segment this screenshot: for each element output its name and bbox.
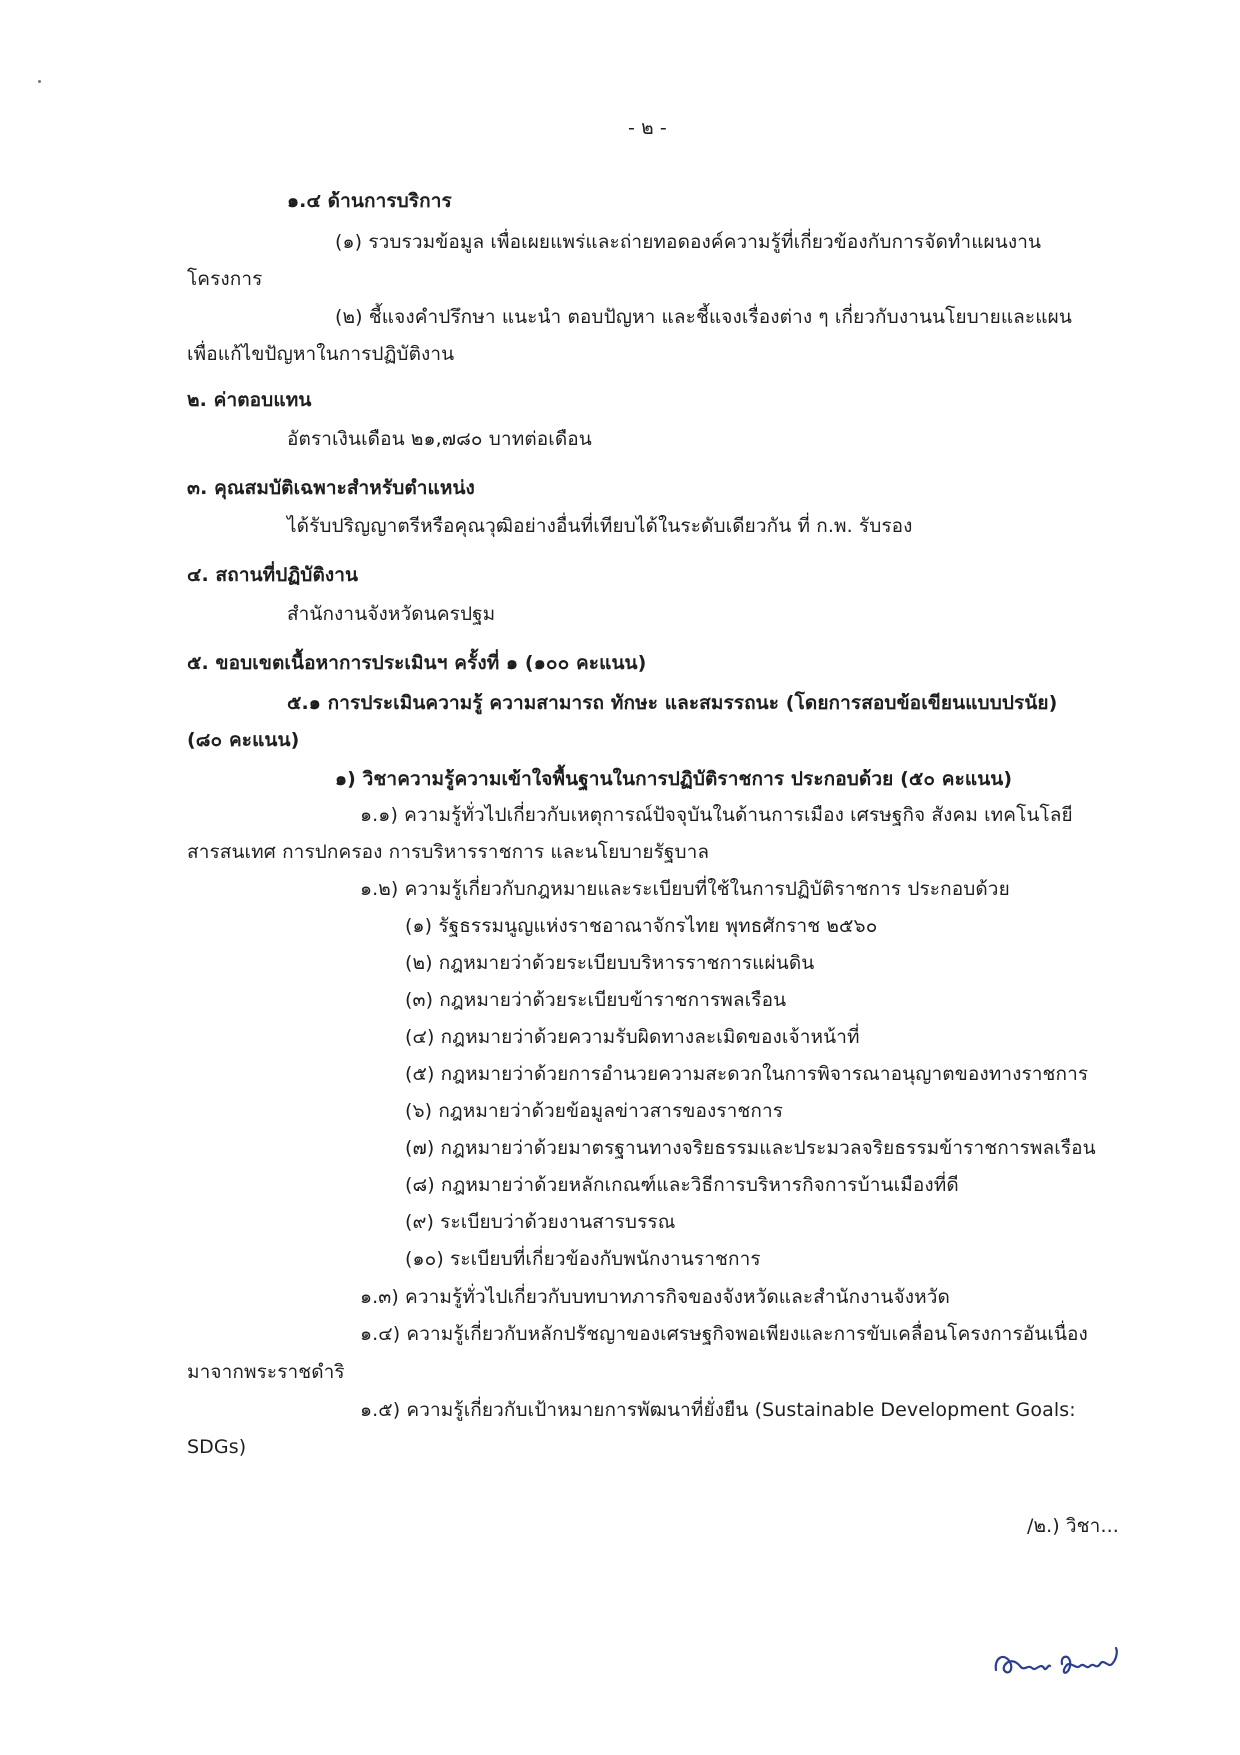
scan-speck bbox=[38, 80, 41, 83]
item-1-1-cont: สารสนเทศ การปกครอง การบริหารราชการ และนโยบายรัฐบาล bbox=[187, 841, 710, 863]
section-1-4-item-2-cont: เพื่อแก้ไขปัญหาในการปฏิบัติงาน bbox=[187, 343, 455, 365]
section-1-4-item-2: (๒) ชี้แจงคำปรึกษา แนะนำ ตอบปัญหา และชี้แจงเรื่องต่าง ๆ เกี่ยวกับงานนโยบายและแผน bbox=[335, 306, 1072, 328]
section-2-heading: ๒. ค่าตอบแทน bbox=[187, 389, 312, 411]
section-4-body: สำนักงานจังหวัดนครปฐม bbox=[287, 603, 496, 625]
item-1-5-cont: SDGs) bbox=[187, 1436, 247, 1458]
section-1-4-heading: ๑.๔ ด้านการบริการ bbox=[287, 190, 452, 212]
item-1-2: ๑.๒) ความรู้เกี่ยวกับกฎหมายและระเบียบที่ใช้ในการปฏิบัติราชการ ประกอบด้วย bbox=[360, 878, 1010, 900]
section-3-heading: ๓. คุณสมบัติเฉพาะสำหรับตำแหน่ง bbox=[187, 477, 475, 499]
page-number: - ๒ - bbox=[628, 117, 667, 139]
item-1-1: ๑.๑) ความรู้ทั่วไปเกี่ยวกับเหตุการณ์ปัจจุบันในด้านการเมือง เศรษฐกิจ สังคม เทคโนโลยี bbox=[360, 804, 1073, 826]
law-item-3: (๓) กฎหมายว่าด้วยระเบียบข้าราชการพลเรือน bbox=[405, 989, 787, 1011]
subject-1-heading: ๑) วิชาความรู้ความเข้าใจพื้นฐานในการปฏิบัติราชการ ประกอบด้วย (๕๐ คะแนน) bbox=[335, 768, 1013, 790]
continuation-marker: /๒.) วิชา... bbox=[1027, 1515, 1119, 1537]
law-item-5: (๕) กฎหมายว่าด้วยการอำนวยความสะดวกในการพิจารณาอนุญาตของทางราชการ bbox=[405, 1063, 1089, 1085]
section-2-body: อัตราเงินเดือน ๒๑,๗๘๐ บาทต่อเดือน bbox=[287, 428, 592, 450]
section-4-heading: ๔. สถานที่ปฏิบัติงาน bbox=[187, 564, 359, 586]
section-1-4-item-1-cont: โครงการ bbox=[187, 268, 263, 290]
section-5-1-heading-cont: (๘๐ คะแนน) bbox=[187, 729, 300, 751]
section-3-body: ได้รับปริญญาตรีหรือคุณวุฒิอย่างอื่นที่เทียบได้ในระดับเดียวกัน ที่ ก.พ. รับรอง bbox=[287, 515, 913, 537]
signature-icon bbox=[990, 1640, 1130, 1688]
section-5-heading: ๕. ขอบเขตเนื้อหาการประเมินฯ ครั้งที่ ๑ (๑๐๐ คะแนน) bbox=[187, 652, 647, 674]
item-1-4: ๑.๔) ความรู้เกี่ยวกับหลักปรัชญาของเศรษฐกิจพอเพียงและการขับเคลื่อนโครงการอันเนื่อง bbox=[360, 1323, 1088, 1345]
item-1-4-cont: มาจากพระราชดำริ bbox=[187, 1361, 345, 1383]
item-1-5: ๑.๕) ความรู้เกี่ยวกับเป้าหมายการพัฒนาที่ยั่งยืน (Sustainable Development Goals: bbox=[360, 1399, 1076, 1421]
section-1-4-item-1: (๑) รวบรวมข้อมูล เพื่อเผยแพร่และถ่ายทอดองค์ความรู้ที่เกี่ยวข้องกับการจัดทำแผนงาน bbox=[335, 231, 1042, 253]
law-item-9: (๙) ระเบียบว่าด้วยงานสารบรรณ bbox=[405, 1211, 676, 1233]
law-item-4: (๔) กฎหมายว่าด้วยความรับผิดทางละเมิดของเจ้าหน้าที่ bbox=[405, 1026, 860, 1048]
law-item-2: (๒) กฎหมายว่าด้วยระเบียบบริหารราชการแผ่นดิน bbox=[405, 952, 815, 974]
law-item-6: (๖) กฎหมายว่าด้วยข้อมูลข่าวสารของราชการ bbox=[405, 1100, 784, 1122]
law-item-1: (๑) รัฐธรรมนูญแห่งราชอาณาจักรไทย พุทธศักราช ๒๕๖๐ bbox=[405, 915, 878, 937]
law-item-7: (๗) กฎหมายว่าด้วยมาตรฐานทางจริยธรรมและประมวลจริยธรรมข้าราชการพลเรือน bbox=[405, 1137, 1096, 1159]
section-5-1-heading: ๕.๑ การประเมินความรู้ ความสามารถ ทักษะ และสมรรถนะ (โดยการสอบข้อเขียนแบบปรนัย) bbox=[287, 692, 1058, 714]
law-item-10: (๑๐) ระเบียบที่เกี่ยวข้องกับพนักงานราชการ bbox=[405, 1248, 761, 1270]
law-item-8: (๘) กฎหมายว่าด้วยหลักเกณฑ์และวิธีการบริหารกิจการบ้านเมืองที่ดี bbox=[405, 1174, 959, 1196]
item-1-3: ๑.๓) ความรู้ทั่วไปเกี่ยวกับบทบาทภารกิจของจังหวัดและสำนักงานจังหวัด bbox=[360, 1286, 950, 1308]
